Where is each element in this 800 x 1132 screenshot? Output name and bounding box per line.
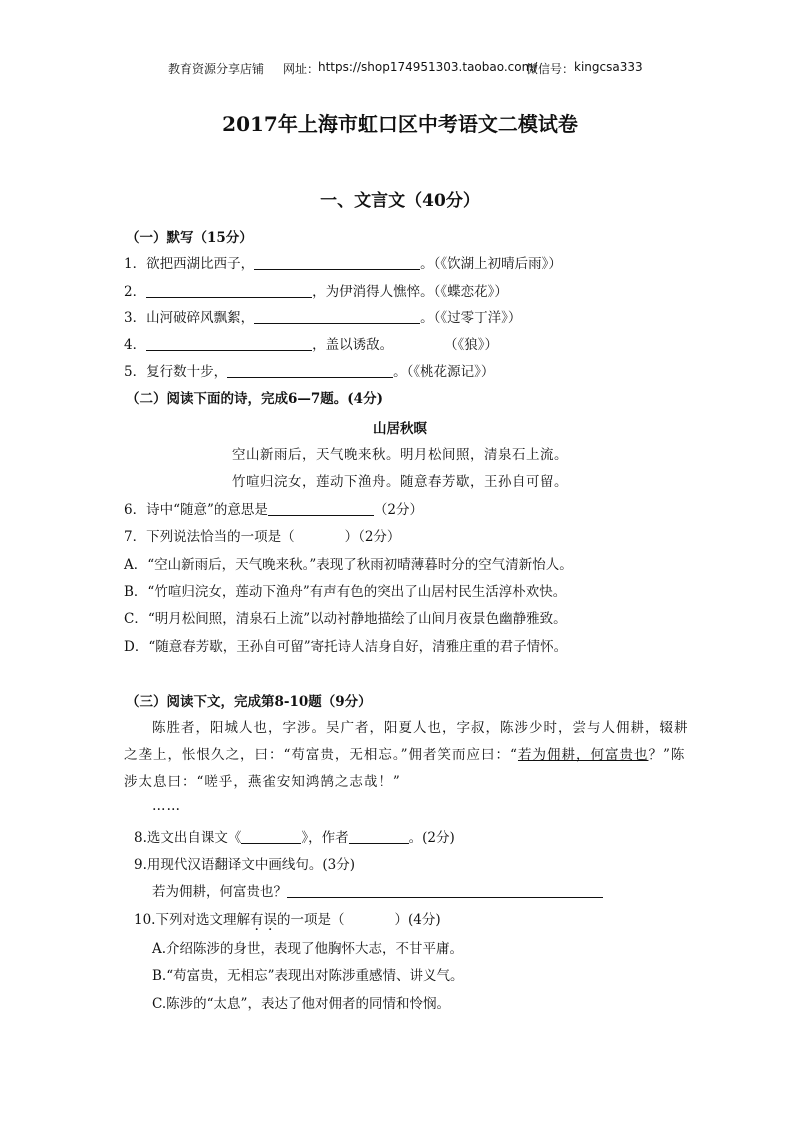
q9-sentence: 若为佣耕，何富贵也？ — [152, 884, 287, 900]
part1-heading: （一）默写（15分） — [126, 230, 253, 246]
passage-ellipsis: …… — [152, 798, 181, 814]
question-3 — [124, 306, 521, 326]
part3-heading: （三）阅读下文，完成第8-10题（9分） — [126, 694, 372, 710]
q5-source: 。（《桃花源记》） — [393, 364, 495, 380]
q2-source: ，为伊消得人憔悴。（《蝶恋花》） — [312, 284, 508, 300]
q4-answer-blank[interactable] — [146, 336, 312, 351]
q3-source: 。（《过零丁洋》） — [420, 310, 522, 326]
header-wechat-label: 微信号： — [526, 62, 575, 76]
q7-option-c: C．“明月松间照，清泉石上流”以动衬静地描绘了山间月夜景色幽静雅致。 — [124, 611, 567, 627]
q7-score: ）（2分） — [344, 529, 401, 545]
q4-mid: ，盖以诱敌。 — [312, 337, 394, 353]
header-shop: 教育资源分享店铺 — [168, 62, 265, 76]
q10-emphasis-wu: 误 — [263, 912, 277, 928]
q1-source: 。（《饮湖上初晴后雨》） — [420, 256, 562, 272]
q8-author-blank[interactable] — [349, 829, 409, 844]
poem-line-2: 竹喧归浣女，莲动下渔舟。随意春芳歇，王孙自可留。 — [232, 474, 568, 490]
question-6 — [124, 498, 423, 518]
q4-text: 4． — [124, 337, 147, 353]
q2-answer-blank[interactable] — [146, 283, 312, 298]
q2-text: 2． — [124, 284, 147, 300]
q8-mid: 》，作者 — [301, 830, 349, 846]
q10-mid: 的一项是（ — [276, 912, 345, 928]
header-url-label: 网址： — [283, 62, 320, 76]
q10-option-b: B.“苟富贵，无相忘”表现出对陈涉重感情、讲义气。 — [152, 968, 464, 984]
header-wechat: kingcsa333 — [574, 60, 643, 74]
q10-score: ）(4分) — [394, 912, 441, 928]
passage-line-2-pre: 之垄上，怅恨久之，曰：“苟富贵，无相忘。”佣者笑而应曰：“ — [124, 747, 518, 763]
q8-text: 8.选文出自课文《 — [134, 830, 242, 846]
q8-score: 。(2分) — [408, 830, 455, 846]
q1-text: 1．欲把西湖比西子， — [124, 256, 255, 272]
q5-answer-blank[interactable] — [227, 363, 393, 378]
q3-answer-blank[interactable] — [254, 309, 420, 324]
poem-line-1: 空山新雨后，天气晚来秋。明月松间照，清泉石上流。 — [232, 447, 568, 463]
q10-text: 10.下列对选文理解 — [134, 912, 250, 928]
q7-option-b: B．“竹喧归浣女，莲动下渔舟”有声有色的突出了山居村民生活淳朴欢快。 — [124, 584, 567, 600]
q10-emphasis-you: 有 — [249, 912, 264, 928]
q7-option-d: D．“随意春芳歇，王孙自可留”寄托诗人洁身自好，清雅庄重的君子情怀。 — [124, 639, 568, 655]
q4-source: （《狼》） — [444, 337, 498, 353]
q6-answer-blank[interactable] — [268, 501, 374, 516]
q3-text: 3．山河破碎风飘絮， — [124, 310, 255, 326]
underlined-sentence: 若为佣耕，何富贵也 — [517, 747, 649, 763]
q8-lesson-blank[interactable] — [241, 829, 301, 844]
question-7 — [124, 525, 400, 545]
question-10 — [134, 908, 441, 928]
q9-answer-blank[interactable] — [287, 883, 603, 898]
page-title: 2017年上海市虹口区中考语文二模试卷 — [222, 112, 578, 136]
q10-option-c: C.陈涉的“太息”，表达了他对佣者的同情和怜悯。 — [152, 996, 450, 1012]
q10-option-a: A.介绍陈涉的身世，表现了他胸怀大志，不甘平庸。 — [152, 941, 464, 957]
passage-line-2-post: ？”陈 — [648, 747, 686, 763]
q6-score: （2分） — [373, 502, 423, 518]
part2-heading: （二）阅读下面的诗，完成6—7题。(4分) — [126, 391, 383, 407]
passage-line-3: 涉太息曰：“嗟乎，燕雀安知鸿鹄之志哉！” — [124, 774, 401, 790]
question-9-line — [152, 880, 603, 900]
question-1 — [124, 252, 562, 272]
q7-option-a: A．“空山新雨后，天气晚来秋。”表现了秋雨初晴薄暮时分的空气清新怡人。 — [124, 557, 573, 573]
q6-text: 6．诗中“随意”的意思是 — [124, 502, 268, 518]
section-title: 一、文言文（40分） — [320, 191, 480, 211]
passage-line-1: 陈胜者，阳城人也，字涉。吴广者，阳夏人也，字叔，陈涉少时，尝与人佣耕，辍耕 — [152, 720, 689, 736]
q1-answer-blank[interactable] — [254, 255, 420, 270]
question-8 — [134, 826, 455, 846]
q7-text: 7．下列说法恰当的一项是（ — [124, 529, 295, 545]
header-url[interactable]: https://shop174951303.taobao.com/ — [318, 60, 538, 74]
q5-text: 5．复行数十步， — [124, 364, 228, 380]
poem-title: 山居秋暝 — [373, 421, 427, 437]
question-9: 9.用现代汉语翻译文中画线句。(3分) — [134, 857, 356, 873]
question-5 — [124, 360, 494, 380]
passage-line-2 — [124, 743, 685, 763]
question-4 — [124, 333, 393, 353]
question-2 — [124, 280, 508, 300]
